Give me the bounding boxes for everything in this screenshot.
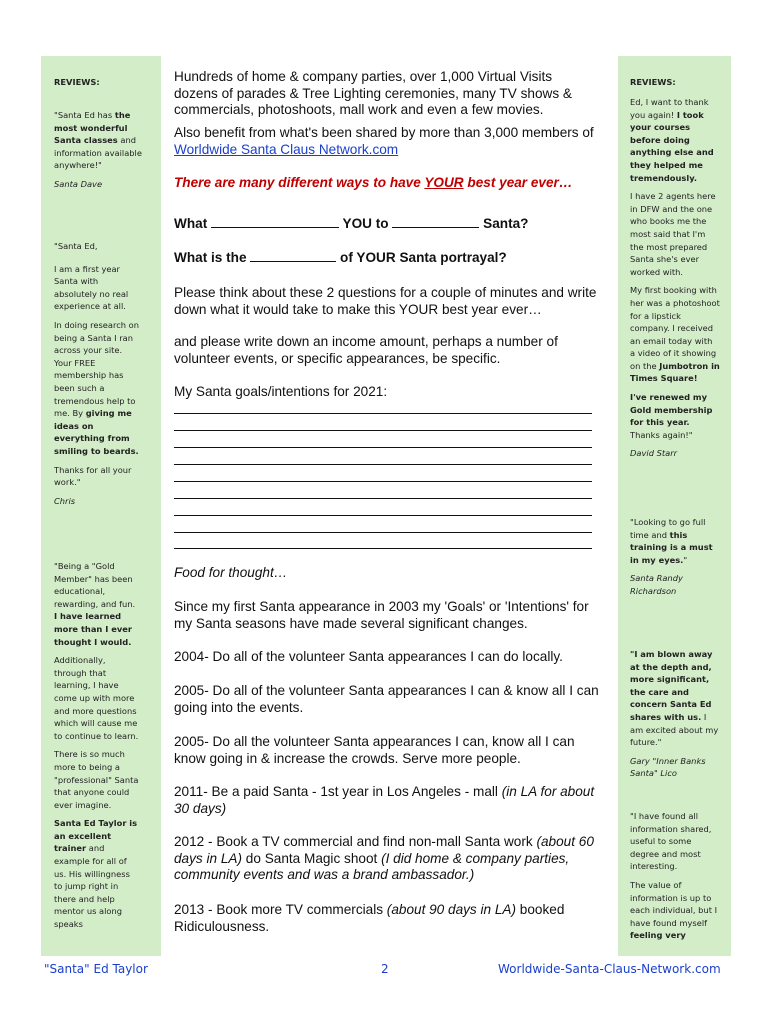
review-author: Santa Randy Richardson bbox=[630, 573, 683, 596]
since-paragraph: Since my first Santa appearance in 2003 my 'Goals' or 'Intentions' for my Santa seasons have made several significant changes. bbox=[174, 599, 589, 631]
intro-paragraph: Hundreds of home & company parties, over 1,000 Virtual Visits dozens of parades & Tree Lighting ceremonies, many TV shows & commercials, photoshoots, mall work and even a few movies. bbox=[174, 69, 572, 117]
question-2: What is the of YOUR Santa portrayal? bbox=[174, 250, 507, 265]
left-review-1: "Santa Ed has the most wonderful Santa classes and information available anywhere!" Santa Dave bbox=[54, 109, 154, 197]
goal-2005-a: 2005- Do all of the volunteer Santa appearances I can & know all I can going into the events. bbox=[174, 683, 599, 715]
review-author: Gary "Inner Banks Santa" Lico bbox=[630, 755, 706, 779]
goal-answer-line[interactable] bbox=[174, 447, 592, 448]
review-author: Santa Dave bbox=[54, 178, 103, 189]
footer-author: "Santa" Ed Taylor bbox=[44, 962, 148, 976]
goal-answer-line[interactable] bbox=[174, 464, 592, 465]
goal-answer-line[interactable] bbox=[174, 481, 592, 482]
review-author: Chris bbox=[54, 495, 76, 506]
question-1: What YOU to Santa? bbox=[174, 216, 529, 231]
left-review-3: "Being a "Gold Member" has been educational, rewarding, and fun. I have learned more than I ever thought I would. Additionally, through that learning, I have come up with more and more questions which will cause me to continue to learn. There is so much more to being a "professional" Santa that anyone could ever imagine. Santa Ed Taylor is an excellent trainer and example for all of us. His willingness to jump right in there and help mentor us along speaks bbox=[54, 561, 139, 930]
footer-page-number: 2 bbox=[381, 962, 389, 976]
best-year-callout: There are many different ways to have YOUR best year ever… bbox=[174, 175, 573, 190]
goal-answer-line[interactable] bbox=[174, 413, 592, 414]
network-link[interactable]: Worldwide Santa Claus Network.com bbox=[174, 141, 399, 157]
goals-label: My Santa goals/intentions for 2021: bbox=[174, 384, 388, 399]
income-paragraph: and please write down an income amount, perhaps a number of volunteer events, or specific appearances, be specific. bbox=[174, 334, 558, 366]
question-2-blank bbox=[250, 250, 336, 262]
goal-answer-line[interactable] bbox=[174, 532, 592, 533]
review-author: David Starr bbox=[630, 448, 678, 459]
food-for-thought: Food for thought… bbox=[174, 565, 288, 580]
left-reviews-heading: REVIEWS: bbox=[54, 77, 100, 87]
goal-2005-b: 2005- Do all the volunteer Santa appearances I can, know all I can know going in & increase the crowds. Serve more people. bbox=[174, 734, 575, 766]
goal-answer-line[interactable] bbox=[174, 515, 592, 516]
goal-2013: 2013 - Book more TV commercials (about 90 days in LA) booked Ridiculousness. bbox=[174, 902, 565, 934]
left-review-2: "Santa Ed, I am a first year Santa with absolutely no real experience at all. In doing research on being a Santa I ran across your site. Your FREE membership has been such a tremendous help to me. By giving me ideas on everything from smiling to beards. Thanks for all your work." Chris bbox=[54, 241, 140, 506]
right-review-1: Ed, I want to thank you again! I took your courses before doing anything else and they helped me tremendously. I have 2 agents here in DFW and the one who books me the most said that I'm the most prepared Santa she's ever worked with. My first booking with her was a photoshoot for a lipstick company. I received an email today with a video of it showing on the Jumbotron in Times Square! I've renewed my Gold membership for this year. Thanks again!" David Starr bbox=[630, 97, 720, 459]
goal-2011: 2011- Be a paid Santa - 1st year in Los Angeles - mall (in LA for about 30 days) bbox=[174, 784, 595, 816]
right-reviews-heading: REVIEWS: bbox=[630, 77, 676, 87]
goal-2004: 2004- Do all of the volunteer Santa appearances I can do locally. bbox=[174, 649, 563, 664]
right-review-3: "I am blown away at the depth and, more significant, the care and concern Santa Ed shares with us. I am excited about my future." Gary "Inner Banks Santa" Lico bbox=[630, 649, 719, 779]
benefit-paragraph: Also benefit from what's been shared by more than 3,000 members of Worldwide Santa Claus Network.com bbox=[174, 125, 594, 157]
goal-answer-line[interactable] bbox=[174, 430, 592, 431]
goal-answer-line[interactable] bbox=[174, 498, 592, 499]
footer-website[interactable]: Worldwide-Santa-Claus-Network.com bbox=[498, 962, 721, 976]
question-1-blank-1 bbox=[211, 216, 339, 228]
goal-2012: 2012 - Book a TV commercial and find non-mall Santa work (about 60 days in LA) do Santa Magic shoot (I did home & company parties, community events and was a brand ambassador.) bbox=[174, 834, 594, 882]
goal-answer-line[interactable] bbox=[174, 548, 592, 549]
question-1-blank-2 bbox=[392, 216, 479, 228]
right-review-2: "Looking to go full time and this training is a must in my eyes." Santa Randy Richardson bbox=[630, 516, 720, 604]
think-paragraph: Please think about these 2 questions for a couple of minutes and write down what it would take to make this YOUR best year ever… bbox=[174, 285, 597, 317]
right-review-4: "I have found all information shared, useful to some degree and most interesting. The value of information is up to each individual, but I have found myself feeling very bbox=[630, 811, 718, 941]
